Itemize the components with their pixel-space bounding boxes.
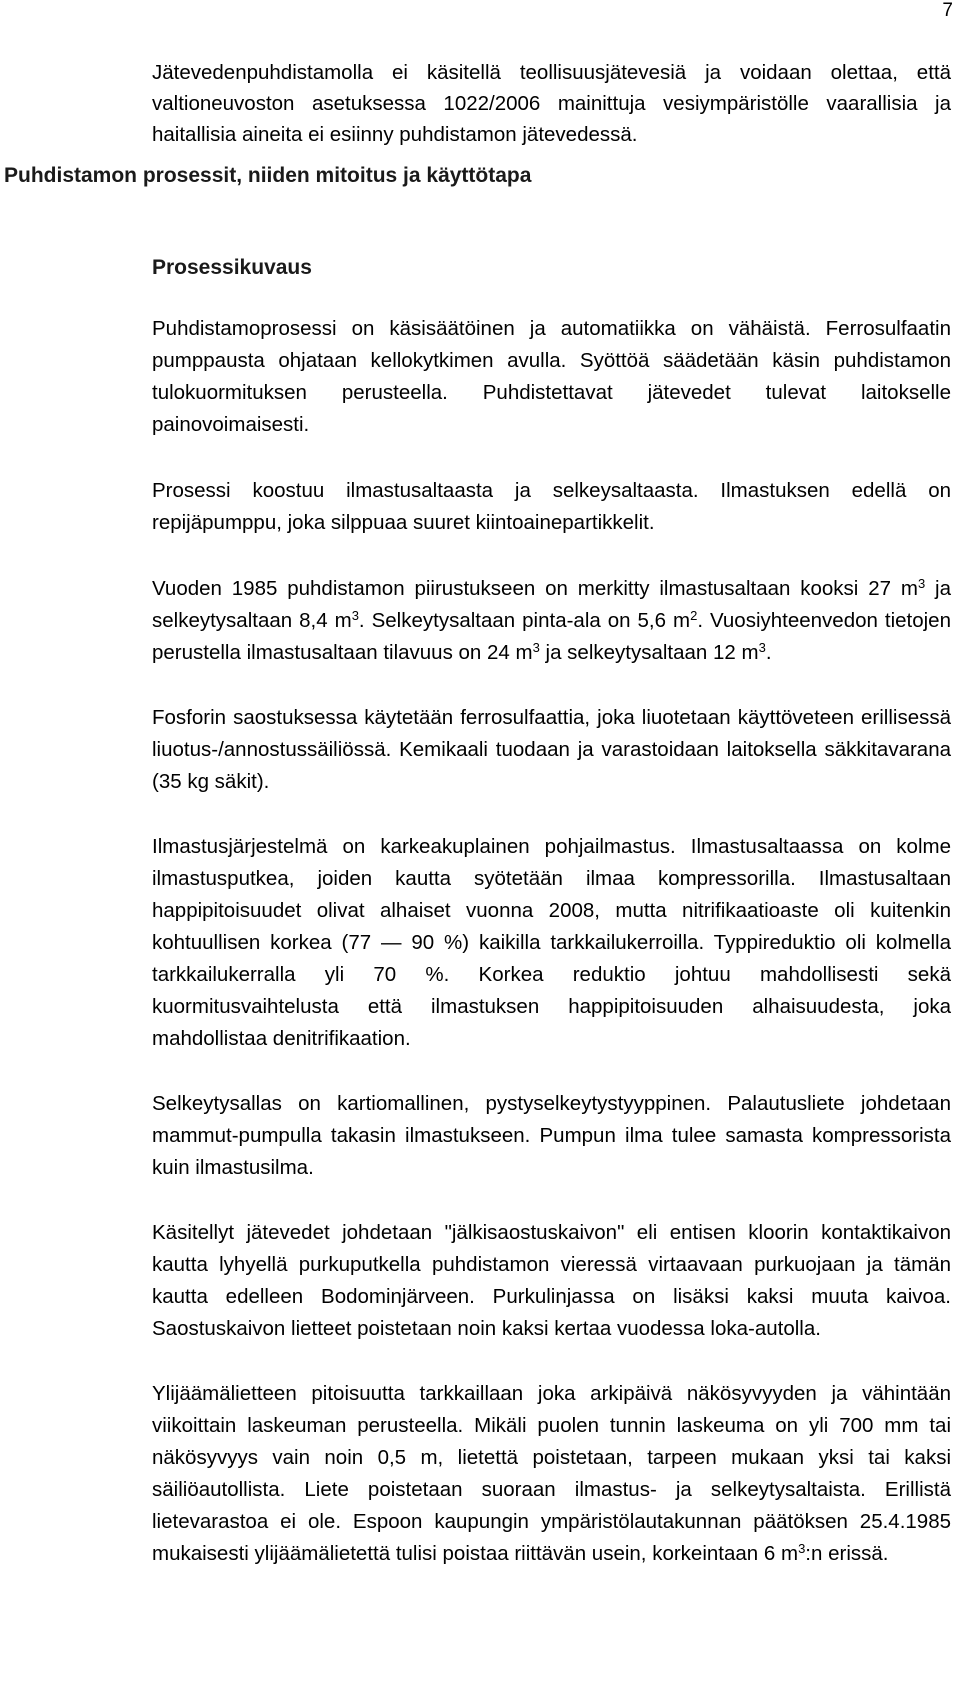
superscript: 3 <box>351 608 359 623</box>
text-segment: ja selkeytysaltaan 12 m <box>539 641 759 664</box>
paragraph-aeration-system: Ilmastusjärjestelmä on karkeakuplainen pohjailmastus. Ilmastusaltaassa on kolme ilmastusputkea, joiden kautta syötetään ilmaa kompressorilla. Ilmastusaltaan happipitoisuudet olivat alhaiset vuonna 2008, mutta nitrifikaatioaste oli kuitenkin kohtuullisen korkea (77 — 90 %) kaikilla tarkkailukerroilla. Typpireduktio oli kolmella tarkkailukerralla yli 70 %. Korkea reduktio johtuu mahdollisesti sekä kuormitusvaihtelusta että ilmastuksen happipitoisuuden alhaisuudesta, joka mahdollistaa denitrifikaation. <box>152 835 951 1050</box>
paragraph-clarifier: Selkeytysallas on kartiomallinen, pystyselkeytystyyppinen. Palautusliete johdetaan mammut-pumpulla takasin ilmastukseen. Pumpun ilma tulee samasta kompressorista kuin ilmastusilma. <box>152 1092 951 1179</box>
paragraph-excess-sludge <box>152 1378 951 1570</box>
subsection-heading: Prosessikuvaus <box>152 256 312 279</box>
text-segment: . Vuosiyhteenvedon tietojen perustella ilmastusaltaan tilavuus on 24 m <box>152 609 951 664</box>
text-segment: . Selkeytysaltaan pinta-ala on 5,6 m <box>358 609 691 632</box>
paragraph-process-units: Prosessi koostuu ilmastusaltaasta ja selkeysaltaasta. Ilmastuksen edellä on repijäpumppu, joka silppuaa suuret kiintoainepartikkelit. <box>152 479 951 534</box>
text-segment: ja selkeytysaltaan 8,4 m <box>152 577 951 632</box>
section-heading: Puhdistamon prosessit, niiden mitoitus ja käyttötapa <box>4 164 532 187</box>
paragraph-phosphorus-precipitation: Fosforin saostuksessa käytetään ferrosulfaattia, joka liuotetaan käyttöveteen erillisessä liuotus-/annostussäiliössä. Kemikaali tuodaan ja varastoidaan laitoksella säkkitavarana (35 kg säkit). <box>152 706 951 793</box>
superscript: 3 <box>758 640 766 655</box>
paragraph-basin-dimensions <box>152 573 951 669</box>
body-text <box>152 313 951 1570</box>
text-segment: Ylijäämälietteen pitoisuutta tarkkaillaan joka arkipäivä näkösyvyyden ja vähintään viikoittain laskeuman perusteella. Mikäli puolen tunnin laskeuma on yli 700 mm tai näkösyvyys vain noin 0,5 m, lietettä poistetaan, tarpeen mukaan yksi tai kaksi säiliöautollista. Liete poistetaan suoraan ilmastus- ja selkeytysaltaista. Erillistä lietevarastoa ei ole. Espoon kaupungin ympäristölautakunnan päätöksen 25.4.1985 mukaisesti ylijäämälietettä tulisi poistaa riittävän usein, korkeintaan 6 m <box>152 1382 951 1565</box>
superscript: 3 <box>798 1541 806 1556</box>
page-number: 7 <box>942 0 953 21</box>
superscript: 3 <box>532 640 540 655</box>
intro-block <box>152 57 951 150</box>
superscript: 3 <box>917 576 926 591</box>
text-segment: :n erissä. <box>805 1542 889 1565</box>
text-segment: Vuoden 1985 puhdistamon piirustukseen on merkitty ilmastusaltaan kooksi 27 m <box>152 577 918 600</box>
superscript: 2 <box>690 608 698 623</box>
paragraph-discharge: Käsitellyt jätevedet johdetaan "jälkisaostuskaivon" eli entisen kloorin kontaktikaivon kautta lyhyellä purkuputkella puhdistamon vieressä virtaavaan purkuojaan ja tämän kautta edelleen Bodominjärveen. Purkulinjassa on lisäksi kaksi muuta kaivoa. Saostuskaivon lietteet poistetaan noin kaksi kertaa vuodessa loka-autolla. <box>152 1221 951 1340</box>
text-segment: . <box>765 641 772 664</box>
paragraph-process-control: Puhdistamoprosessi on käsisäätöinen ja automatiikka on vähäistä. Ferrosulfaatin pumppausta ohjataan kellokytkimen avulla. Syöttöä säädetään käsin puhdistamon tulokuormituksen perusteella. Puhdistettavat jätevedet tulevat laitokselle painovoimaisesti. <box>152 317 951 436</box>
intro-paragraph: Jätevedenpuhdistamolla ei käsitellä teollisuusjätevesiä ja voidaan olettaa, että valtioneuvoston asetuksessa 1022/2006 mainittuja vesiympäristölle vaarallisia ja haitallisia aineita ei esiinny puhdistamon jätevedessä. <box>152 61 951 146</box>
